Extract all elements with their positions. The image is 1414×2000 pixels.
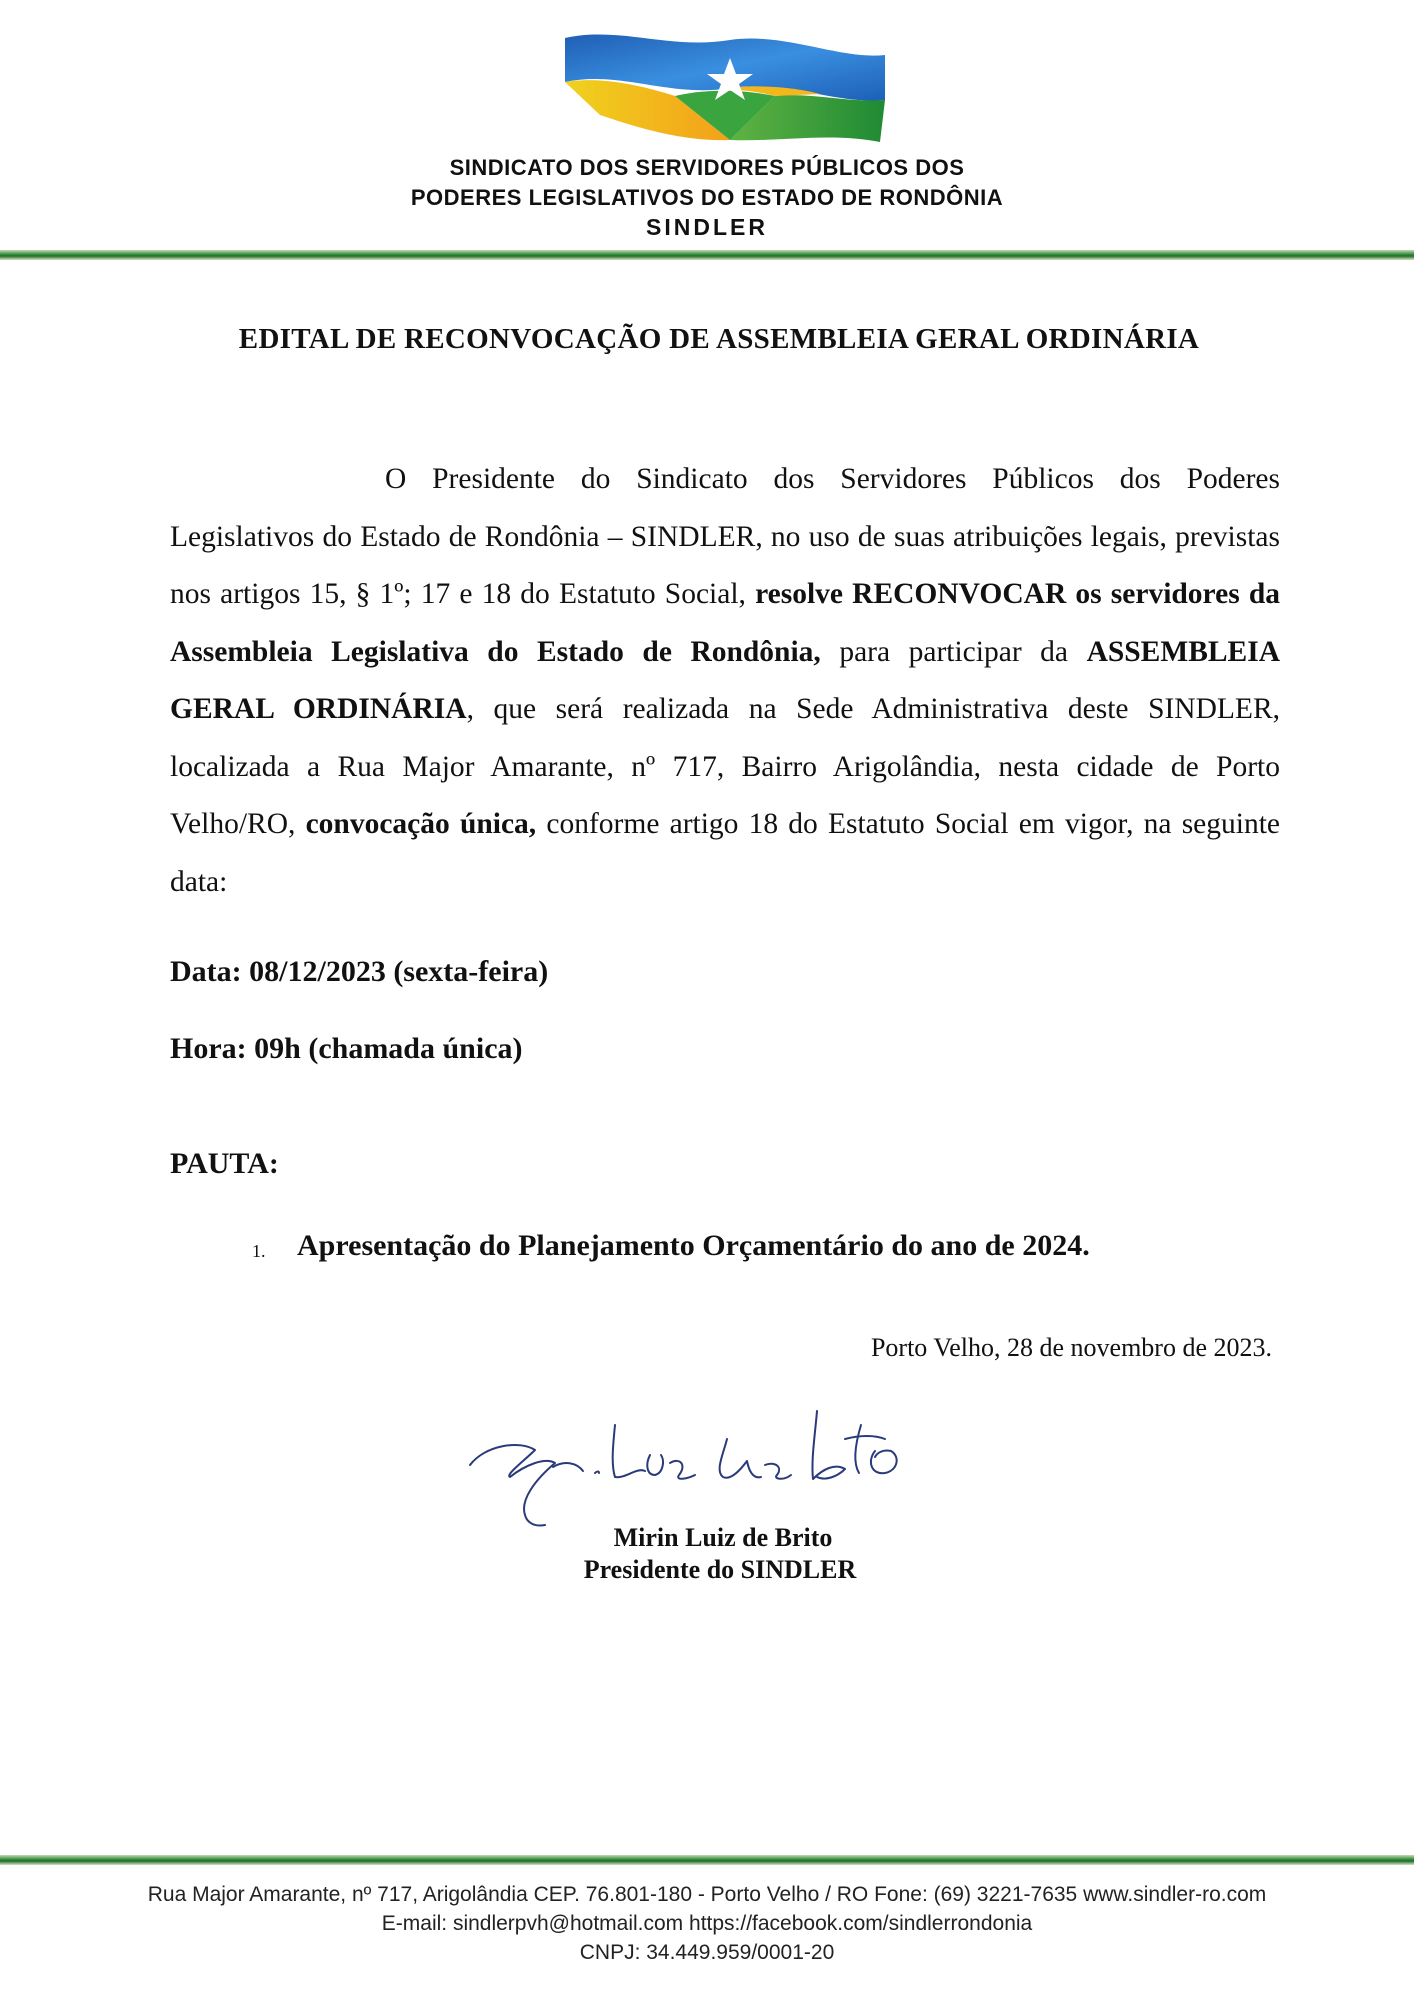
header-divider: [0, 250, 1414, 260]
body-text-part2: para participar da: [820, 635, 1087, 668]
footer-contact: E-mail: sindlerpvh@hotmail.com https://facebook.com/sindlerrondonia: [381, 1912, 1033, 1935]
place-date: Porto Velho, 28 de novembro de 2023.: [870, 1333, 1272, 1362]
footer-cnpj: CNPJ: 34.449.959/0001-20: [579, 1941, 835, 1964]
body-text-part4: conforme artigo 18 do Estatuto Social em vigor, na seguinte data:: [170, 808, 1281, 898]
rondonia-flag-icon: [560, 30, 890, 150]
body-paragraph: [170, 451, 1280, 911]
footer-divider: [0, 1855, 1414, 1865]
meeting-date: Data: 08/12/2023 (sexta-feira): [170, 955, 549, 988]
body-text-part3: , que será realizada na Sede Administrativa deste SINDLER, localizada a Rua Major Amarante, nº 717, Bairro Arigolândia, nesta cidade de Porto Velho/RO,: [170, 693, 1281, 840]
body-bold-convocacao: convocação única,: [305, 808, 537, 840]
agenda-item-number: 1.: [252, 1241, 266, 1261]
footer-address: Rua Major Amarante, nº 717, Arigolândia CEP. 76.801-180 - Porto Velho / RO Fone: (69) 3221-7635 www.sindler-ro.com: [147, 1883, 1267, 1906]
org-name-line2: PODERES LEGISLATIVOS DO ESTADO DE RONDÔNIA: [410, 185, 1004, 210]
meeting-time: Hora: 09h (chamada única): [170, 1032, 523, 1065]
org-acronym: SINDLER: [646, 214, 768, 240]
org-name-line1: SINDICATO DOS SERVIDORES PÚBLICOS DOS: [449, 155, 965, 180]
body-text-part1: O Presidente do Sindicato dos Servidores Públicos dos Poderes Legislativos do Estado de Rondônia – SINDLER, no uso de suas atribuições legais, previstas nos artigos 15, § 1º; 17 e 18 do Estatuto Social,: [170, 463, 1280, 610]
document-title: EDITAL DE RECONVOCAÇÃO DE ASSEMBLEIA GERAL ORDINÁRIA: [238, 323, 1200, 355]
agenda-label: PAUTA:: [170, 1147, 279, 1180]
body-bold-assembleia: ASSEMBLEIA GERAL ORDINÁRIA: [170, 635, 1281, 725]
body-bold-reconvocar: resolve RECONVOCAR os servidores da Assembleia Legislativa do Estado de Rondônia,: [170, 578, 1280, 668]
signer-name: Mirin Luiz de Brito: [613, 1523, 833, 1552]
signer-role: Presidente do SINDLER: [583, 1555, 857, 1584]
agenda-item: Apresentação do Planejamento Orçamentário do ano de 2024.: [297, 1229, 1090, 1262]
